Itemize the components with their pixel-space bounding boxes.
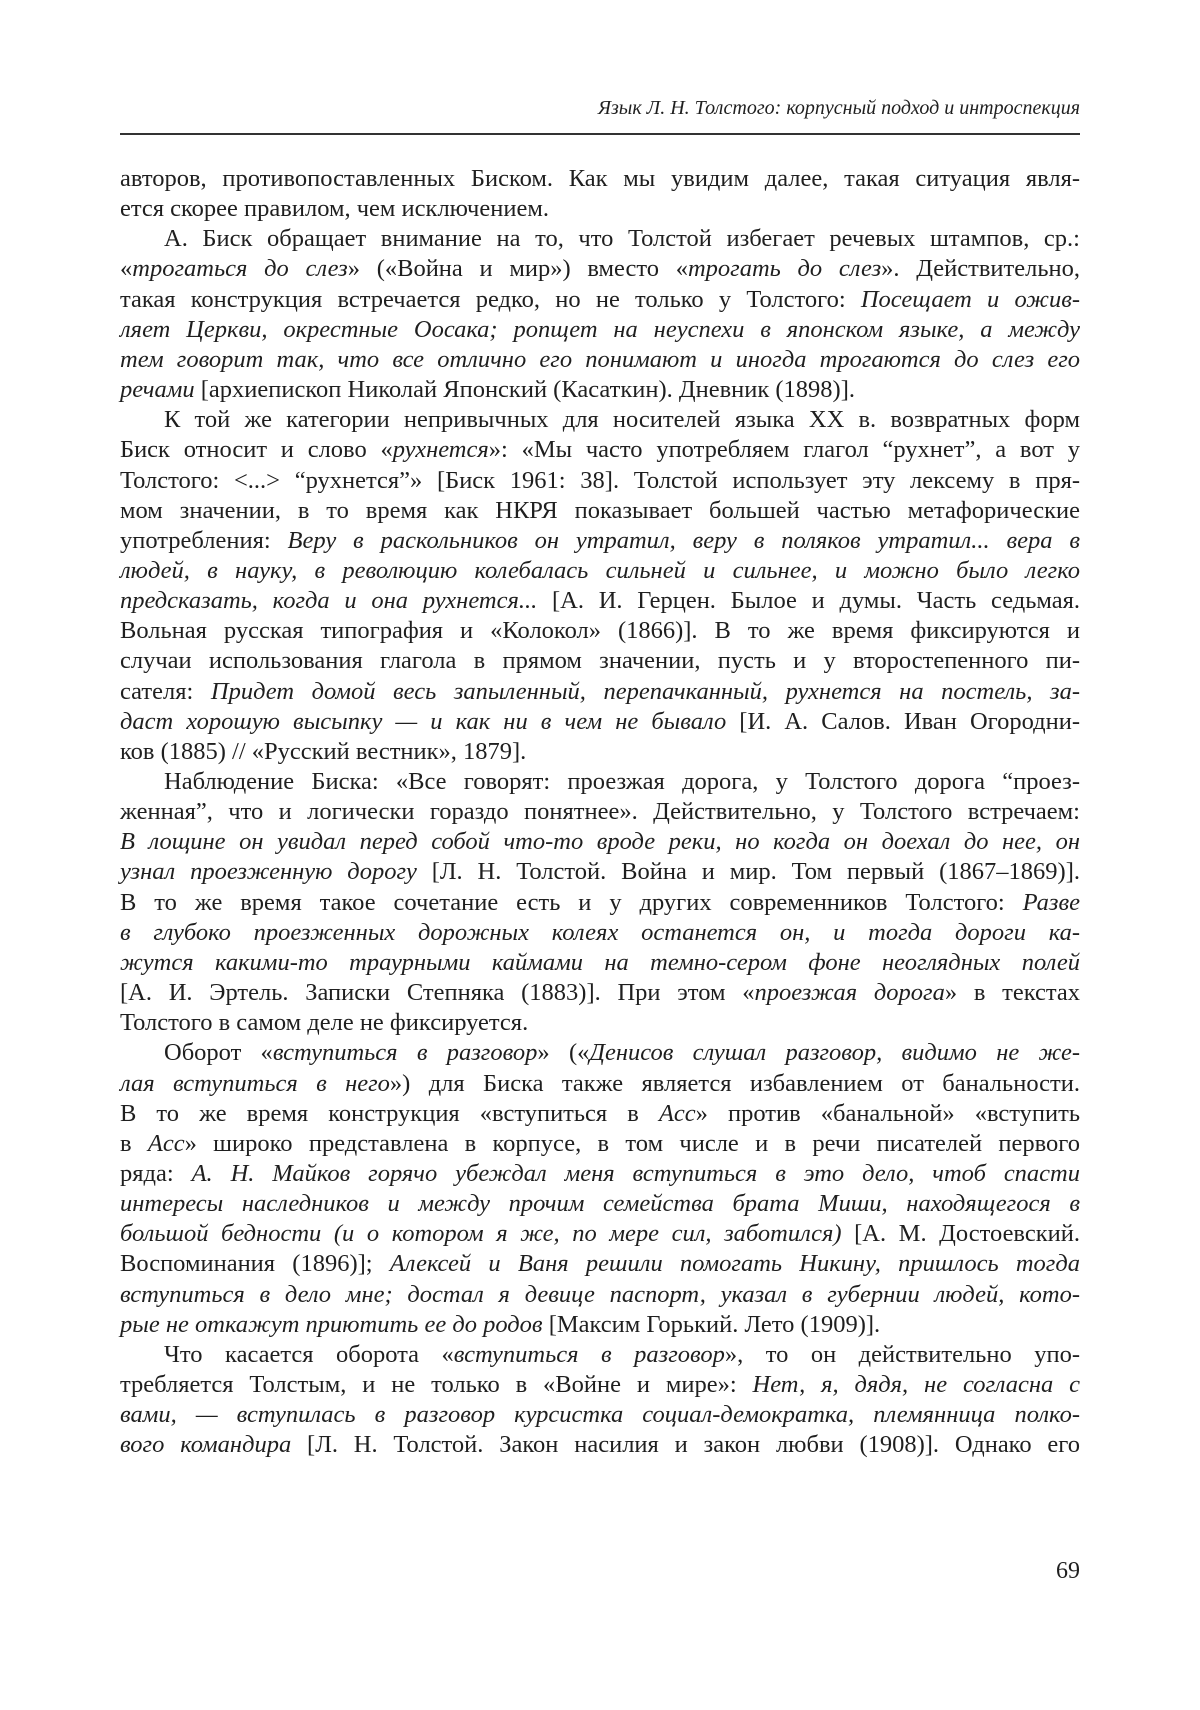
italic-quote: Денисов слушал разговор, видимо не же-: [589, 1039, 1080, 1067]
italic-quote: тем говорит так, что все отлично его понимают и иногда трогаются до слез его: [120, 345, 1080, 373]
italic-quote: трогать до слез: [687, 255, 882, 283]
italic-quote: даст хорошую высыпку — и как ни в чем не бывало: [120, 707, 727, 735]
text-line: [120, 917, 1080, 949]
header-rule: [120, 133, 1080, 135]
text-line: [120, 1037, 1080, 1069]
text-run: Биск относит и слово «: [120, 436, 393, 464]
text-run: авторов, противопоставленных Биском. Как мы увидим далее, такая ситуация явля-: [120, 165, 1080, 192]
text-line: [120, 344, 1080, 376]
text-run: ряда:: [120, 1159, 192, 1187]
text-run: К той же категории непривычных для носителей языка XX в. возвратных форм: [164, 406, 1080, 434]
italic-quote: Придет домой весь запыленный, перепачканный, рухнется на постель, за-: [210, 677, 1081, 705]
text-run: [А. М. Достоевский.: [841, 1220, 1080, 1248]
text-run: ») для Биска также является избавлением от банальности.: [389, 1069, 1080, 1097]
text-run: » против «банальной» «вступить: [695, 1099, 1081, 1127]
text-run: » в текстах: [944, 979, 1081, 1007]
text-run: ». Действительно,: [881, 255, 1080, 283]
text-line: [120, 585, 1080, 617]
italic-quote: предсказать, когда и она рухнется...: [120, 587, 538, 615]
italic-quote: А. Н. Майков горячо убеждал меня вступиться в это дело, чтоб спасти: [191, 1159, 1081, 1187]
running-header: Язык Л. Н. Толстого: корпусный подход и интроспекция: [597, 97, 1080, 119]
text-run: » («Война и мир») вместо «: [347, 255, 688, 283]
text-line: [120, 525, 1080, 557]
text-line: [120, 1279, 1080, 1311]
text-run: случаи использования глагола в прямом значении, пусть и у второстепенного пи-: [120, 647, 1080, 675]
italic-quote: узнал проезженную дорогу: [120, 858, 417, 886]
text-run: В то же время конструкция «вступиться в: [120, 1099, 659, 1127]
text-line: [120, 1399, 1080, 1431]
text-run: такая конструкция встречается редко, но не только у Толстого:: [120, 285, 861, 313]
italic-quote: лая вступиться в него: [120, 1069, 390, 1097]
text-run: Что касается оборота «: [164, 1340, 454, 1368]
text-run: [Л. Н. Толстой. Война и мир. Том первый (1867–1869)].: [416, 858, 1080, 886]
text-line: [120, 314, 1080, 346]
text-line: [120, 465, 1080, 497]
text-run: мом значении, в то время как НКРЯ показывает большей частью метафорические: [120, 496, 1080, 524]
text-run: »: «Мы часто употребляем глагол “рухнет”, а вот у: [488, 436, 1080, 464]
text-run: », то он действительно упо-: [724, 1340, 1080, 1368]
italic-quote: Acc: [658, 1099, 696, 1127]
text-line: [120, 404, 1080, 436]
text-line: [120, 615, 1080, 647]
text-run: ков (1885) // «Русский вестник», 1879].: [120, 737, 527, 765]
italic-quote: Посещает и ожив-: [860, 285, 1080, 313]
italic-quote: вступиться в разговор: [453, 1340, 725, 1368]
text-run: употребления:: [120, 526, 288, 554]
text-run: женная”, что и логически гораздо понятнее». Действительно, у Толстого встречаем:: [120, 798, 1080, 826]
text-line: [120, 163, 1080, 195]
text-run: ется скорее правилом, чем исключением.: [120, 195, 549, 223]
text-run: [архиепископ Николай Японский (Касаткин). Дневник (1898)].: [194, 376, 856, 404]
text-line: [120, 766, 1080, 798]
text-run: [Л. Н. Толстой. Закон насилия и закон любви (1908)]. Однако его: [291, 1431, 1080, 1459]
text-line: [120, 1188, 1080, 1220]
italic-quote: рые не откажут приютить ее до родов: [120, 1310, 543, 1338]
text-line: [120, 796, 1080, 828]
italic-quote: в глубоко проезженных дорожных колеях останется он, и тогда дороги ка-: [120, 918, 1080, 946]
text-run: [А. И. Герцен. Былое и думы. Часть седьмая.: [537, 587, 1081, 615]
text-line: [120, 284, 1080, 316]
text-run: Толстого в самом деле не фиксируется.: [120, 1009, 529, 1037]
text-line: [120, 856, 1080, 888]
text-run: » широко представлена в корпусе, в том числе и в речи писателей первого: [184, 1129, 1080, 1157]
text-line: [120, 977, 1080, 1009]
italic-quote: вступиться в разговор: [272, 1039, 538, 1067]
italic-quote: Разве: [1022, 888, 1080, 916]
text-line: [120, 1218, 1080, 1250]
text-run: Воспоминания (1896)];: [120, 1250, 390, 1278]
text-line: [120, 1369, 1080, 1401]
italic-quote: людей, в науку, в революцию колебалась сильней и сильнее, и можно было легко: [120, 556, 1080, 584]
text-line: [120, 1098, 1080, 1130]
text-line: [120, 1429, 1080, 1461]
italic-quote: вого командира: [120, 1431, 292, 1459]
italic-quote: вами, — вступилась в разговор курсистка социал-демократка, племянница полко-: [120, 1401, 1080, 1429]
text-line: [120, 374, 1080, 406]
text-line: [120, 1128, 1080, 1160]
text-run: А. Биск обращает внимание на то, что Толстой избегает речевых штампов, ср.:: [164, 225, 1080, 253]
text-line: [120, 887, 1080, 919]
text-run: Оборот «: [164, 1039, 273, 1067]
text-line: [120, 706, 1080, 738]
text-line: [120, 1339, 1080, 1371]
italic-quote: интересы наследников и между прочим семейства брата Миши, находящегося в: [120, 1190, 1080, 1218]
text-line: [120, 826, 1080, 858]
italic-quote: речами: [120, 376, 195, 404]
text-line: [120, 223, 1080, 255]
page-number: 69: [1056, 1558, 1080, 1584]
text-line: [120, 1068, 1080, 1100]
italic-quote: Веру в раскольников он утратил, веру в поляков утратил... вера в: [287, 526, 1080, 554]
text-run: » («: [537, 1039, 590, 1067]
text-run: «: [120, 255, 133, 283]
text-line: [120, 253, 1080, 285]
text-line: [120, 736, 1080, 768]
text-line: [120, 1248, 1080, 1280]
italic-quote: рухнется: [392, 436, 489, 464]
text-line: [120, 645, 1080, 677]
text-run: Наблюдение Биска: «Все говорят: проезжая дорога, у Толстого дорога “проез-: [164, 768, 1080, 795]
text-line: [120, 434, 1080, 466]
italic-quote: жутся какими-то траурными каймами на темно-сером фоне неоглядных полей: [120, 948, 1080, 976]
italic-quote: трогаться до слез: [132, 255, 348, 283]
italic-quote: Acc: [147, 1129, 185, 1157]
italic-quote: ляет Церкви, окрестные Оосака; ропщет на неуспехи в японском языке, а между: [120, 315, 1080, 343]
text-run: [Максим Горький. Лето (1909)].: [542, 1310, 881, 1338]
text-run: [А. И. Эртель. Записки Степняка (1883)]. При этом «: [120, 979, 755, 1007]
text-run: [И. А. Салов. Иван Огородни-: [726, 707, 1081, 735]
text-run: в: [120, 1129, 148, 1157]
italic-quote: большой бедности (и о котором я же, по мере сил, заботился): [120, 1220, 842, 1248]
text-run: требляется Толстым, и не только в «Войне и мире»:: [120, 1371, 753, 1398]
text-line: [120, 495, 1080, 527]
italic-quote: В лощине он увидал перед собой что-то вроде реки, но когда он доехал до нее, он: [120, 828, 1080, 856]
italic-quote: вступиться в дело мне; достал я девице паспорт, указал в губернии людей, кото-: [120, 1280, 1080, 1308]
text-line: [120, 1158, 1080, 1190]
italic-quote: Алексей и Ваня решили помогать Никину, пришлось тогда: [389, 1250, 1080, 1278]
text-line: [120, 555, 1080, 587]
text-run: сателя:: [120, 677, 211, 705]
text-line: [120, 1007, 1080, 1039]
text-run: В то же время такое сочетание есть и у других современников Толстого:: [120, 888, 1023, 916]
italic-quote: проезжая дорога: [754, 979, 945, 1007]
text-run: Толстого: <...> “рухнется”» [Биск 1961: 38]. Толстой использует эту лексему в пря-: [120, 466, 1080, 494]
text-line: [120, 193, 1080, 225]
text-run: Вольная русская типография и «Колокол» (1866)]. В то же время фиксируются и: [120, 617, 1080, 645]
text-line: [120, 1309, 1080, 1341]
italic-quote: Нет, я, дядя, не согласна с: [752, 1371, 1080, 1398]
text-line: [120, 947, 1080, 979]
text-line: [120, 676, 1080, 708]
